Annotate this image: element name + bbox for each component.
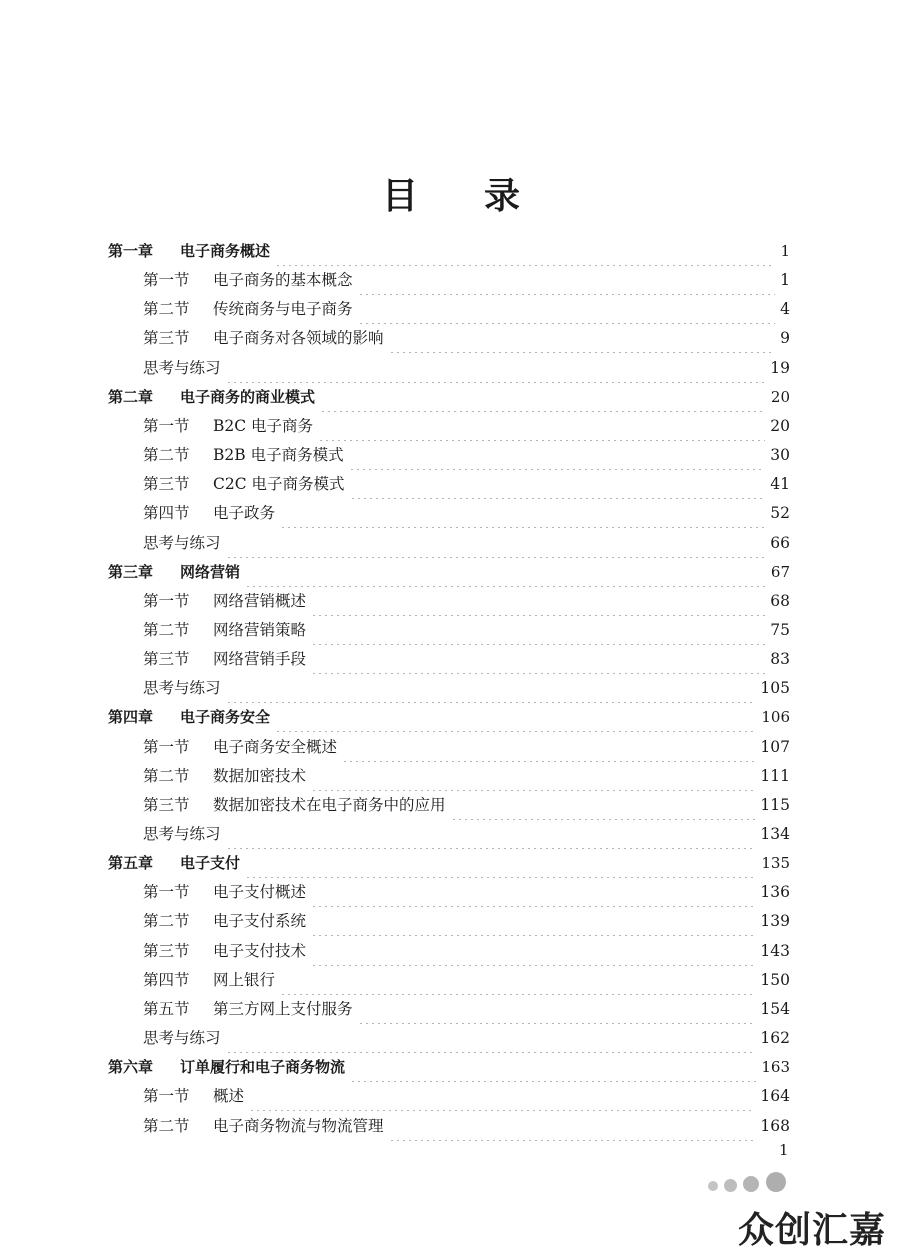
entry-number: 第六章 bbox=[108, 1058, 154, 1077]
entry-title: 电子支付 bbox=[180, 854, 241, 873]
entry-title: 电子商务的基本概念 bbox=[213, 271, 353, 290]
entry-page-number: 68 bbox=[770, 591, 790, 610]
entry-title: 数据加密技术在电子商务中的应用 bbox=[213, 795, 446, 814]
dot-leader bbox=[358, 295, 776, 324]
deco-dot bbox=[708, 1181, 718, 1191]
entry-number: 第二节 bbox=[143, 620, 190, 639]
entry-page-number: 162 bbox=[760, 1029, 790, 1048]
dot-leader bbox=[275, 703, 756, 732]
dot-leader bbox=[280, 966, 755, 995]
dot-leader bbox=[226, 820, 756, 849]
dot-leader bbox=[350, 1053, 756, 1082]
entry-page-number: 20 bbox=[770, 387, 790, 406]
toc-chapter-entry[interactable] bbox=[108, 237, 790, 266]
dot-leader bbox=[342, 733, 755, 762]
dot-leader bbox=[389, 1112, 756, 1141]
toc-section-entry[interactable] bbox=[143, 354, 790, 383]
toc-section-entry[interactable] bbox=[143, 295, 790, 324]
toc-section-entry[interactable] bbox=[143, 878, 790, 907]
toc-section-entry[interactable] bbox=[143, 1112, 790, 1141]
entry-page-number: 75 bbox=[770, 620, 790, 639]
entry-page-number: 150 bbox=[760, 970, 790, 989]
entry-title: 电子支付系统 bbox=[213, 912, 307, 931]
entry-page-number: 67 bbox=[770, 562, 790, 581]
entry-page-number: 154 bbox=[760, 999, 790, 1018]
entry-page-number: 168 bbox=[760, 1116, 790, 1135]
entry-page-number: 135 bbox=[761, 854, 790, 873]
toc-section-entry[interactable] bbox=[143, 1024, 790, 1053]
toc-section-entry[interactable] bbox=[143, 995, 790, 1024]
entry-title: 思考与练习 bbox=[143, 358, 221, 377]
toc-section-entry[interactable] bbox=[143, 966, 790, 995]
entry-number: 第二节 bbox=[143, 766, 190, 785]
entry-page-number: 52 bbox=[770, 504, 790, 523]
entry-page-number: 163 bbox=[761, 1058, 790, 1077]
dot-leader bbox=[275, 237, 775, 266]
entry-title: 网络营销策略 bbox=[213, 620, 307, 639]
entry-title: 电子商务概述 bbox=[180, 242, 271, 260]
toc-section-entry[interactable] bbox=[143, 266, 790, 295]
entry-number: 第一节 bbox=[143, 416, 190, 435]
dot-leader bbox=[311, 762, 755, 791]
entry-number: 第三章 bbox=[108, 562, 154, 581]
toc-section-entry[interactable] bbox=[143, 412, 790, 441]
entry-page-number: 19 bbox=[770, 358, 790, 377]
entry-title: 网上银行 bbox=[213, 970, 276, 989]
entry-title: B2C 电子商务 bbox=[213, 416, 314, 435]
entry-number: 第二节 bbox=[143, 446, 190, 465]
entry-title: 思考与练习 bbox=[143, 825, 221, 843]
entry-title: 网络营销概述 bbox=[213, 591, 307, 610]
entry-number: 第一节 bbox=[143, 271, 190, 290]
dot-leader bbox=[389, 324, 776, 353]
entry-number: 第二节 bbox=[143, 1116, 190, 1135]
entry-page-number: 115 bbox=[760, 795, 790, 814]
toc-section-entry[interactable] bbox=[143, 616, 790, 645]
entry-title: B2B 电子商务模式 bbox=[213, 446, 344, 465]
entry-number: 第一节 bbox=[143, 591, 190, 610]
toc-section-entry[interactable] bbox=[143, 441, 790, 470]
entry-title: 电子商务安全概述 bbox=[213, 737, 338, 756]
entry-title: 数据加密技术 bbox=[213, 766, 307, 785]
entry-page-number: 83 bbox=[770, 650, 790, 669]
dot-leader bbox=[311, 937, 755, 966]
toc-section-entry[interactable] bbox=[143, 499, 790, 528]
watermark-logo: 众创汇嘉 bbox=[738, 1210, 887, 1251]
entry-title: 电子商务物流与物流管理 bbox=[213, 1116, 384, 1135]
toc-section-entry[interactable] bbox=[143, 937, 790, 966]
entry-number: 第一章 bbox=[108, 242, 154, 260]
entry-title: 思考与练习 bbox=[143, 679, 221, 698]
entry-page-number: 107 bbox=[760, 737, 790, 756]
toc-section-entry[interactable] bbox=[143, 733, 790, 762]
entry-title: 电子商务安全 bbox=[180, 708, 271, 727]
toc-section-entry[interactable] bbox=[143, 1082, 790, 1111]
dot-leader bbox=[320, 383, 766, 412]
deco-dot bbox=[766, 1172, 786, 1192]
entry-number: 第四节 bbox=[143, 504, 190, 523]
entry-title: 电子政务 bbox=[213, 504, 276, 523]
toc-chapter-entry[interactable] bbox=[108, 849, 790, 878]
entry-number: 第三节 bbox=[143, 329, 190, 348]
entry-page-number: 164 bbox=[760, 1087, 790, 1106]
toc-section-entry[interactable] bbox=[143, 587, 790, 616]
entry-title: C2C 电子商务模式 bbox=[213, 475, 345, 494]
title-char-1: 目 bbox=[382, 175, 419, 217]
dot-leader bbox=[318, 412, 765, 441]
dot-leader bbox=[226, 674, 756, 703]
entry-page-number: 4 bbox=[780, 300, 790, 319]
entry-title: 网络营销 bbox=[180, 562, 241, 581]
dot-leader bbox=[311, 587, 765, 616]
dot-leader bbox=[451, 791, 756, 820]
entry-title: 订单履行和电子商务物流 bbox=[180, 1058, 346, 1077]
entry-page-number: 136 bbox=[760, 883, 790, 902]
entry-page-number: 106 bbox=[761, 708, 790, 727]
entry-page-number: 20 bbox=[770, 416, 790, 435]
entry-title: 电子商务对各领域的影响 bbox=[213, 329, 384, 348]
entry-number: 第一节 bbox=[143, 883, 190, 902]
entry-title: 网络营销手段 bbox=[213, 650, 307, 669]
entry-number: 第五节 bbox=[143, 999, 190, 1018]
dot-leader bbox=[349, 441, 766, 470]
toc-chapter-entry[interactable] bbox=[108, 383, 790, 412]
toc-section-entry[interactable] bbox=[143, 820, 790, 849]
dot-leader bbox=[311, 616, 765, 645]
entry-number: 第一节 bbox=[143, 737, 190, 756]
dot-leader bbox=[311, 645, 765, 674]
toc-section-entry[interactable] bbox=[143, 907, 790, 936]
entry-page-number: 66 bbox=[770, 533, 790, 552]
entry-page-number: 134 bbox=[760, 825, 790, 843]
toc-section-entry[interactable] bbox=[143, 324, 790, 353]
toc-chapter-entry[interactable] bbox=[108, 703, 790, 732]
deco-dot bbox=[743, 1176, 759, 1192]
entry-number: 第五章 bbox=[108, 854, 154, 873]
dot-leader bbox=[358, 266, 776, 295]
toc-section-entry[interactable] bbox=[143, 762, 790, 791]
dot-leader bbox=[311, 907, 755, 936]
dot-leader bbox=[350, 470, 766, 499]
toc-section-entry[interactable] bbox=[143, 645, 790, 674]
entry-page-number: 139 bbox=[760, 912, 790, 931]
dot-leader bbox=[226, 529, 766, 558]
entry-title: 传统商务与电子商务 bbox=[213, 300, 353, 319]
dot-leader bbox=[245, 849, 756, 878]
entry-title: 思考与练习 bbox=[143, 533, 221, 552]
entry-title: 电子商务的商业模式 bbox=[180, 387, 316, 406]
entry-title: 第三方网上支付服务 bbox=[213, 999, 353, 1018]
entry-page-number: 143 bbox=[760, 941, 790, 960]
toc-section-entry[interactable] bbox=[143, 674, 790, 703]
page-number: 1 bbox=[779, 1141, 789, 1159]
dot-leader bbox=[226, 354, 766, 383]
entry-number: 第三节 bbox=[143, 650, 190, 669]
dot-leader bbox=[280, 499, 765, 528]
entry-page-number: 105 bbox=[760, 679, 790, 698]
entry-title: 概述 bbox=[213, 1087, 245, 1106]
entry-title: 电子支付技术 bbox=[213, 941, 307, 960]
dot-leader bbox=[311, 878, 755, 907]
entry-title: 思考与练习 bbox=[143, 1029, 221, 1048]
toc-section-entry[interactable] bbox=[143, 529, 790, 558]
entry-page-number: 41 bbox=[770, 475, 790, 494]
dot-leader bbox=[358, 995, 756, 1024]
entry-number: 第三节 bbox=[143, 475, 190, 494]
entry-number: 第三节 bbox=[143, 795, 190, 814]
entry-page-number: 1 bbox=[780, 271, 790, 290]
toc-chapter-entry[interactable] bbox=[108, 558, 790, 587]
dot-leader bbox=[245, 558, 766, 587]
entry-page-number: 1 bbox=[780, 242, 790, 260]
entry-number: 第二节 bbox=[143, 912, 190, 931]
toc-section-entry[interactable] bbox=[143, 470, 790, 499]
toc-chapter-entry[interactable] bbox=[108, 1053, 790, 1082]
deco-dot bbox=[724, 1179, 737, 1192]
entry-page-number: 111 bbox=[760, 766, 790, 785]
entry-title: 电子支付概述 bbox=[213, 883, 307, 902]
entry-number: 第二章 bbox=[108, 387, 154, 406]
toc-section-entry[interactable] bbox=[143, 791, 790, 820]
entry-number: 第三节 bbox=[143, 941, 190, 960]
entry-number: 第四章 bbox=[108, 708, 154, 727]
entry-number: 第二节 bbox=[143, 300, 190, 319]
dot-leader bbox=[249, 1082, 755, 1111]
title-char-2: 录 bbox=[484, 175, 521, 217]
entry-number: 第一节 bbox=[143, 1087, 190, 1106]
entry-page-number: 9 bbox=[780, 329, 790, 348]
dot-leader bbox=[226, 1024, 756, 1053]
entry-page-number: 30 bbox=[770, 446, 790, 465]
entry-number: 第四节 bbox=[143, 970, 190, 989]
